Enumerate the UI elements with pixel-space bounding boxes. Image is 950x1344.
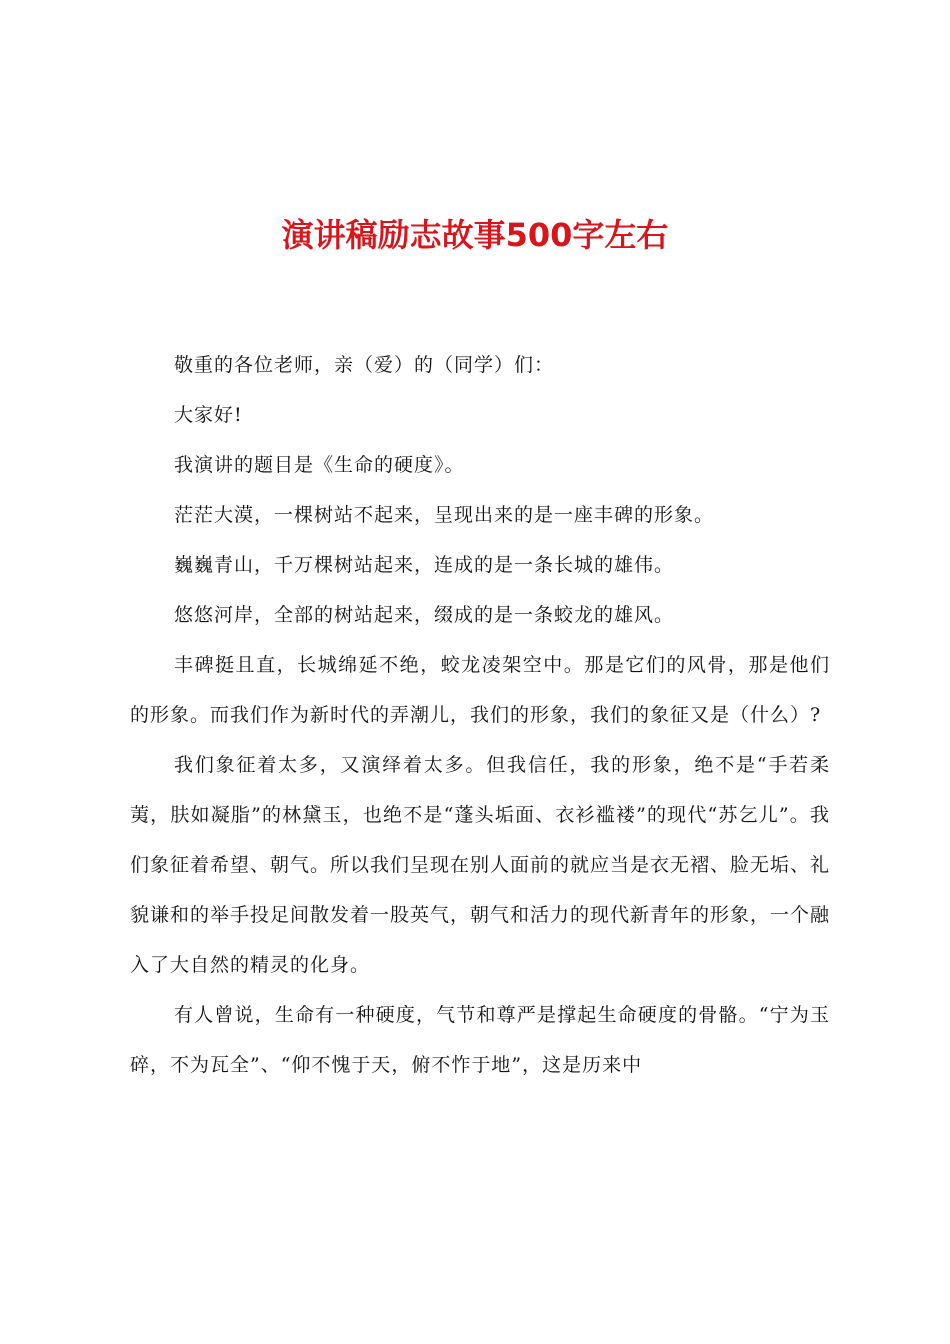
paragraph-symbol: 我们象征着太多，又演绎着太多。但我信任，我的形象，绝不是“手若柔荑，肤如凝脂”的林黛玉，也绝不是“蓬头垢面、衣衫褴褛”的现代“苏乞儿”。我们象征着希望、朝气。所以我们呈现在别人面前的就应当是衣无褶、脸无垢、礼貌谦和的举手投足间散发着一股英气，朝气和活力的现代新青年的形象，一个融入了大自然的精灵的化身。 [130,754,831,976]
paragraph-mountains: 巍巍青山，千万棵树站起来，连成的是一条长城的雄伟。 [174,554,675,576]
paragraph-greeting: 敬重的各位老师，亲（爱）的（同学）们： [174,354,555,376]
paragraph-monument: 丰碑挺且直，长城绵延不绝，蛟龙凌架空中。那是它们的风骨，那是他们的形象。而我们作为新时代的弄潮儿，我们的形象，我们的象征又是（什么）? [130,654,830,726]
document-body [130,340,830,1090]
paragraph-hardness: 有人曾说，生命有一种硬度，气节和尊严是撑起生命硬度的骨骼。“宁为玉碎，不为瓦全”、“仰不愧于天，俯不怍于地”，这是历来中 [130,1004,830,1076]
paragraph-desert: 茫茫大漠，一棵树站不起来，呈现出来的是一座丰碑的形象。 [174,504,715,526]
paragraph-hello: 大家好! [174,404,243,426]
paragraph-topic: 我演讲的题目是《生命的硬度》。 [174,454,465,476]
paragraph-riverbank: 悠悠河岸，全部的树站起来，缀成的是一条蛟龙的雄风。 [174,604,675,626]
document-title: 演讲稿励志故事500字左右 [281,216,669,254]
